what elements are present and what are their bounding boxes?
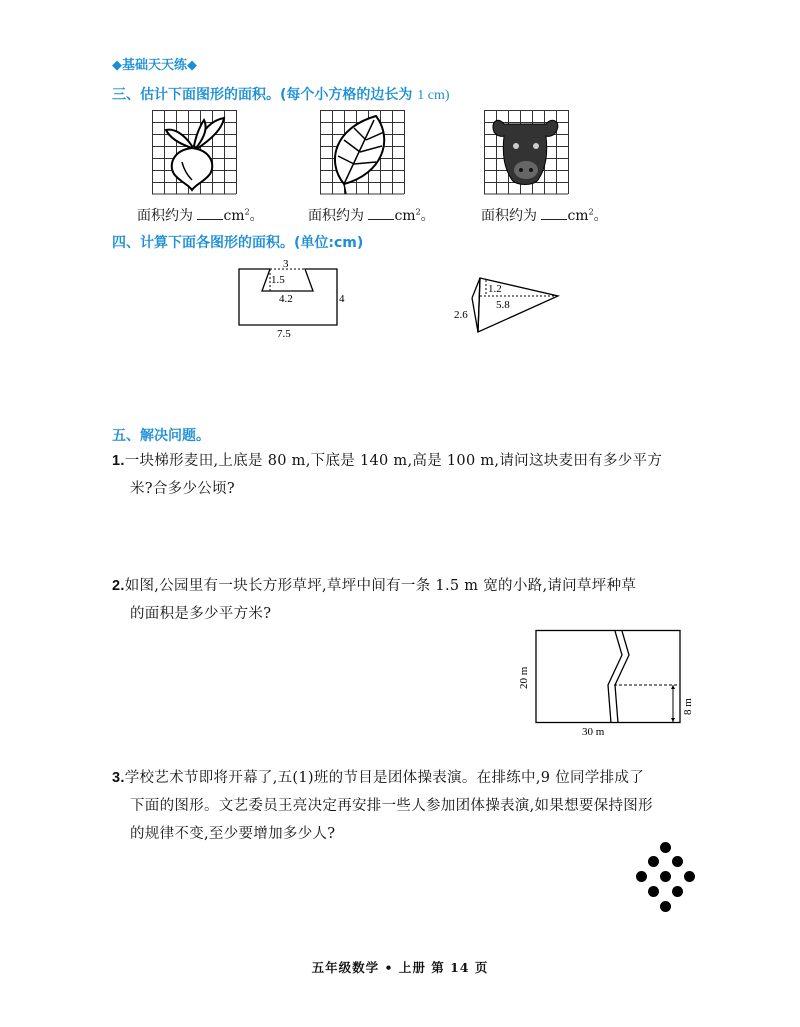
leaf-grid-figure	[320, 110, 406, 196]
fig2-mid-label: 5.8	[496, 299, 510, 311]
problem-2-number: 2.	[112, 578, 125, 594]
problem-1-number: 1.	[112, 453, 125, 469]
dot	[660, 871, 671, 882]
problem-3	[112, 764, 696, 848]
estimate-answer-1	[137, 205, 264, 225]
problem-1-line2: 米?合多少公顷?	[130, 481, 235, 497]
fig2-side-label: 2.6	[454, 309, 468, 321]
answer-unit: cm	[567, 208, 589, 224]
answer-prefix: 面积约为	[137, 208, 193, 224]
dot	[672, 856, 683, 867]
dot	[660, 901, 671, 912]
section5-title: 五、解决问题。	[112, 428, 210, 444]
answer-blank[interactable]	[368, 207, 394, 220]
problem-3-line1: 学校艺术节即将开幕了,五(1)班的节目是团体操表演。在排练中,9 位同学排成了	[124, 770, 644, 786]
lawn-width-label: 30 m	[582, 726, 605, 738]
problem-2-line1: 如图,公园里有一块长方形草坪,草坪中间有一条 1.5 m 宽的小路,请问草坪种草	[124, 578, 637, 594]
answer-unit: cm	[394, 208, 416, 224]
answer-suffix: 。	[249, 208, 264, 224]
trapezoid-triangle-figure	[450, 268, 570, 338]
cow-grid-figure	[484, 110, 570, 196]
fig1-base-label: 7.5	[277, 328, 291, 340]
dot	[660, 842, 671, 853]
problem-1	[112, 447, 696, 503]
fig1-height-label: 1.5	[271, 274, 285, 286]
lawn-path-figure	[510, 625, 700, 740]
fig1-bottom-label: 4.2	[279, 293, 293, 305]
lawn-height-label: 20 m	[518, 666, 530, 689]
answer-sup: 2	[415, 207, 421, 217]
answer-sup: 2	[588, 207, 594, 217]
fig2-top-label: 1.2	[488, 283, 502, 295]
problem-3-line3: 的规律不变,至少要增加多少人?	[130, 826, 336, 842]
answer-suffix: 。	[420, 208, 435, 224]
answer-blank[interactable]	[197, 207, 223, 220]
section4-title: 四、计算下面各图形的面积。(单位:cm)	[112, 235, 364, 251]
answer-prefix: 面积约为	[481, 208, 537, 224]
section3-title	[112, 84, 450, 104]
rectangle-trapezoid-figure	[225, 255, 355, 345]
dot-diamond-figure	[636, 842, 696, 922]
radish-grid-figure	[152, 110, 238, 196]
problem-2	[112, 572, 696, 628]
dot	[648, 856, 659, 867]
dot	[684, 871, 695, 882]
estimate-answer-2	[308, 205, 435, 225]
estimate-answer-3	[481, 205, 608, 225]
section3-title-unit: 1 cm)	[417, 88, 450, 103]
answer-blank[interactable]	[541, 207, 567, 220]
problem-3-number: 3.	[112, 770, 125, 786]
section3-title-text: 三、估计下面图形的面积。(每个小方格的边长为	[112, 87, 413, 103]
fig1-side-label: 4	[339, 293, 345, 305]
fig1-top-label: 3	[283, 258, 289, 270]
section-badge: ◆基础天天练◆	[112, 58, 197, 73]
page-footer: 五年级数学 • 上册 第 14 页	[311, 960, 489, 975]
problem-2-line2: 的面积是多少平方米?	[130, 606, 272, 622]
problem-3-line2: 下面的图形。文艺委员王亮决定再安排一些人参加团体操表演,如果想要保持图形	[130, 798, 653, 814]
answer-unit: cm	[223, 208, 245, 224]
answer-sup: 2	[244, 207, 250, 217]
dot	[636, 871, 647, 882]
dot	[672, 886, 683, 897]
answer-suffix: 。	[593, 208, 608, 224]
problem-1-line1: 一块梯形麦田,上底是 80 m,下底是 140 m,高是 100 m,请问这块麦田有多少平方	[124, 453, 663, 469]
lawn-offset-label: 8 m	[682, 698, 694, 715]
dot	[648, 886, 659, 897]
answer-prefix: 面积约为	[308, 208, 364, 224]
